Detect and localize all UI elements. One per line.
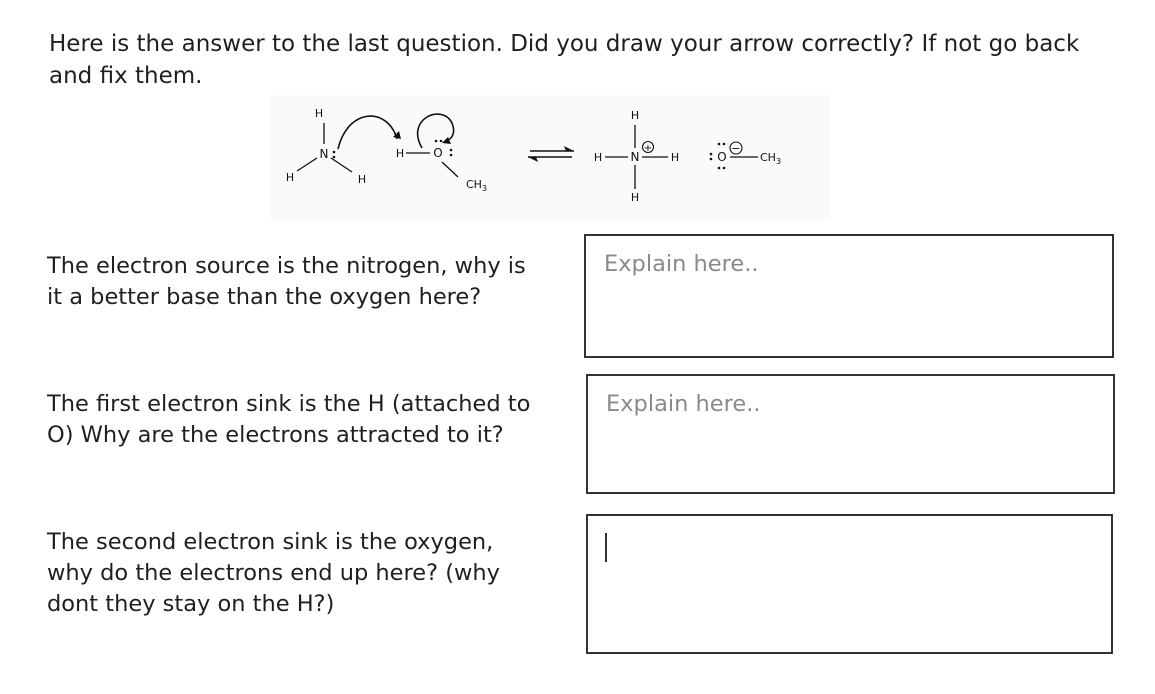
atom-h: H: [395, 147, 405, 160]
atom-n: N: [630, 150, 640, 164]
question-line: dont they stay on the H?): [47, 591, 335, 617]
atom-h: H: [593, 151, 603, 164]
atom-h: H: [630, 109, 640, 122]
atom-o: O: [717, 150, 727, 164]
atom-o: O: [433, 146, 443, 160]
answer-box-2[interactable]: [586, 374, 1115, 494]
question-3-text: [47, 527, 500, 620]
question-line: The electron source is the nitrogen, why is: [47, 253, 526, 279]
question-line: why do the electrons end up here? (why: [47, 560, 500, 586]
methyl-group: $CH_3$: [760, 151, 782, 166]
question-line: The first electron sink is the H (attached to: [47, 391, 531, 417]
atom-h: H: [285, 171, 295, 184]
question-line: it a better base than the oxygen here?: [47, 284, 482, 310]
question-line: O) Why are the electrons attracted to it?: [47, 422, 504, 448]
negative-charge: −: [731, 142, 741, 155]
atom-h: H: [670, 151, 680, 164]
answer-box-1[interactable]: [584, 234, 1114, 358]
positive-charge: +: [643, 143, 653, 154]
methyl-group: $CH_3$: [466, 178, 488, 193]
question-line: The second electron sink is the oxygen,: [47, 529, 494, 555]
question-1-text: [47, 251, 526, 313]
reaction-scheme-image: [270, 95, 830, 220]
atom-n: N: [319, 147, 329, 161]
instructions-text: Here is the answer to the last question. Did you draw your arrow correctly? If not go back and fix them.: [49, 31, 1080, 89]
question-2-text: [47, 389, 530, 451]
atom-h: H: [630, 191, 640, 204]
atom-h: H: [357, 173, 367, 186]
text-cursor: [605, 533, 607, 562]
atom-h: H: [314, 107, 324, 120]
answer-box-3[interactable]: [586, 514, 1113, 654]
